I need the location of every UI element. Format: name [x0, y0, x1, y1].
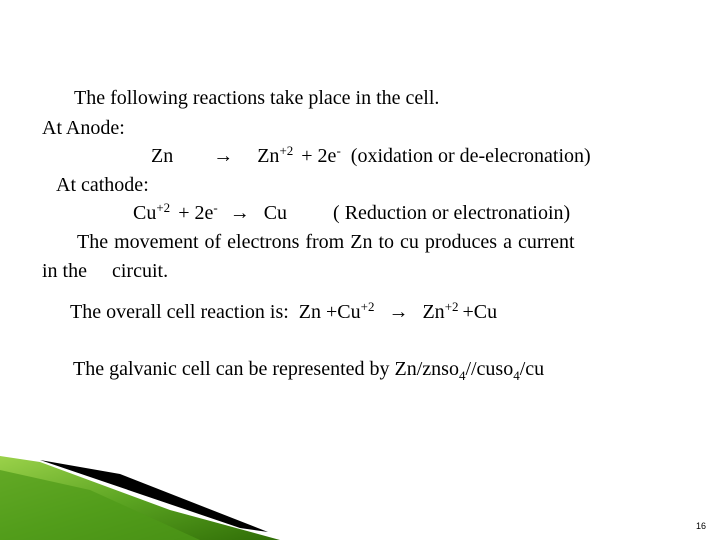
- representation-mid: //cuso: [465, 358, 514, 380]
- cathode-product: Cu: [263, 202, 288, 224]
- cathode-equation: [133, 201, 570, 225]
- overall-charge1: +2: [360, 299, 375, 314]
- overall-product: Zn: [422, 301, 445, 323]
- overall-reaction: [70, 300, 497, 324]
- overall-tail: +Cu: [462, 301, 498, 323]
- cathode-reactant: Cu: [133, 202, 157, 224]
- cathode-reactant-charge: +2: [156, 200, 171, 215]
- anode-electrons: + 2e: [301, 145, 337, 167]
- anode-product: Zn: [257, 145, 280, 167]
- cathode-heading: At cathode:: [56, 174, 149, 196]
- anode-arrow: →: [213, 145, 234, 167]
- anode-electron-charge: -: [336, 143, 341, 158]
- intro-text: The following reactions take place in the cell.: [74, 87, 440, 109]
- cathode-electrons: + 2e: [178, 202, 214, 224]
- overall-charge2: +2: [444, 299, 459, 314]
- anode-heading: At Anode:: [42, 117, 125, 139]
- representation-lead: The galvanic cell can be represented by Zn/znso: [73, 358, 459, 380]
- anode-note: (oxidation or de-elecronation): [350, 145, 591, 167]
- representation-sub1: 4: [458, 368, 466, 383]
- page-number: 16: [695, 521, 706, 531]
- cell-representation: [73, 357, 544, 381]
- anode-product-charge: +2: [279, 143, 294, 158]
- anode-equation: [151, 144, 591, 168]
- movement-text-line2: in the circuit.: [42, 260, 169, 282]
- cathode-note: ( Reduction or electronatioin): [333, 202, 571, 224]
- representation-tail: /cu: [519, 358, 545, 380]
- overall-arrow: →: [388, 301, 409, 323]
- representation-sub2: 4: [513, 368, 520, 383]
- overall-lead: The overall cell reaction is: Zn +Cu: [70, 301, 361, 323]
- green-band: [0, 470, 200, 540]
- movement-text-line1: The movement of electrons from Zn to cu produces a current: [77, 231, 575, 253]
- cathode-arrow: →: [229, 202, 250, 224]
- anode-reactant: Zn: [151, 145, 174, 167]
- cathode-electron-charge: -: [213, 200, 218, 215]
